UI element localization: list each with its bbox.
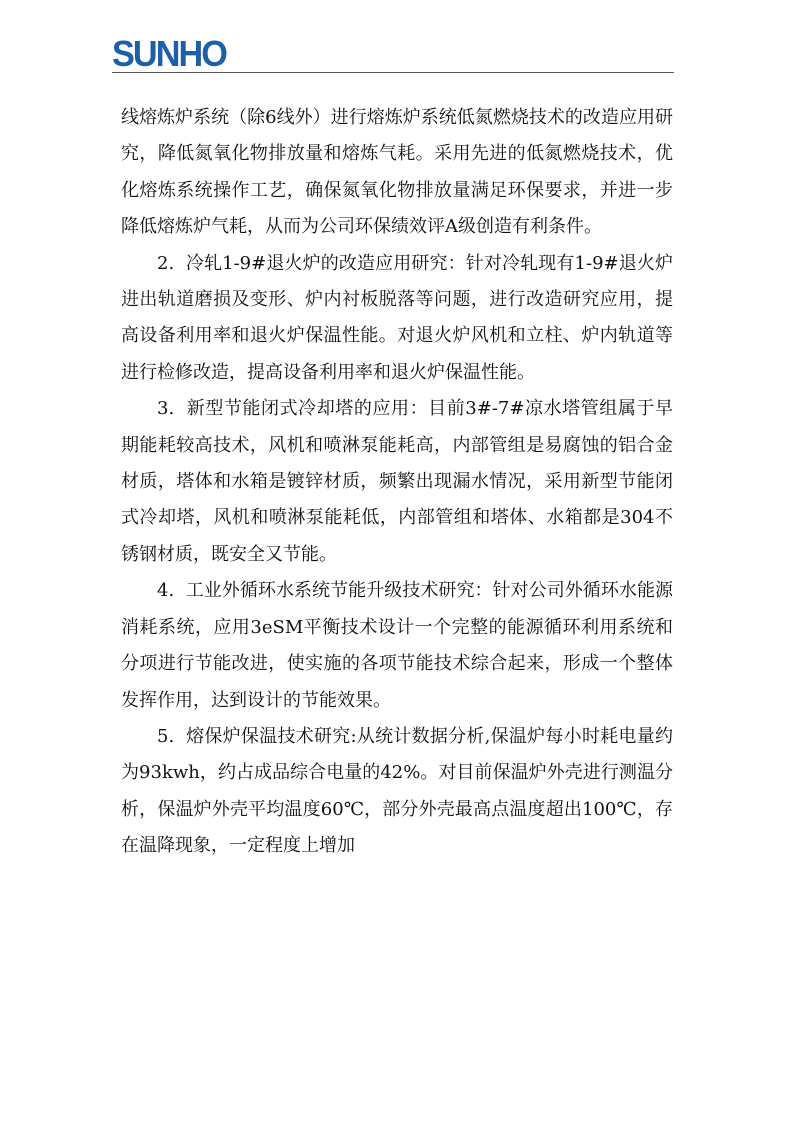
page-header <box>112 33 674 74</box>
paragraph-item-3: 3. 新型节能闭式冷却塔的应用：目前3#-7#凉水塔管组属于早期能耗较高技术，风机和喷淋泵能耗高，内部管组是易腐蚀的铝合金材质，塔体和水箱是镀锌材质，频繁出现漏水情况，采用新型节能闭式冷却塔，风机和喷淋泵能耗低，内部管组和塔体、水箱都是304不锈钢材质，既安全又节能。 <box>121 398 673 565</box>
paragraph-item-5: 5. 熔保炉保温技术研究:从统计数据分析,保温炉每小时耗电量约为93kwh，约占成品综合电量的42%。对目前保温炉外壳进行测温分析，保温炉外壳平均温度60℃，部分外壳最高点温度超出100℃，存在温降现象，一定程度上增加 <box>121 725 673 857</box>
header-divider <box>112 72 674 73</box>
paragraph-item-2: 2. 冷轧1-9#退火炉的改造应用研究：针对冷轧现有1-9#退火炉进出轨道磨损及变形、炉内衬板脱落等问题，进行改造研究应用，提高设备利用率和退火炉保温性能。对退火炉风机和立柱、炉内轨道等进行检修改造，提高设备利用率和退火炉保温性能。 <box>121 252 673 383</box>
paragraph-continuation: 线熔炼炉系统（除6线外）进行熔炼炉系统低氮燃烧技术的改造应用研究，降低氮氧化物排放量和熔炼气耗。采用先进的低氮燃烧技术，优化熔炼系统操作工艺，确保氮氧化物排放量满足环保要求，并进一步降低熔炼炉气耗，从而为公司环保绩效评A级创造有利条件。 <box>121 107 673 238</box>
body-text <box>121 100 673 865</box>
paragraph-item-4: 4. 工业外循环水系统节能升级技术研究：针对公司外循环水能源消耗系统，应用3eSM平衡技术设计一个完整的能源循环利用系统和分项进行节能改进，使实施的各项节能技术综合起来，形成一个整体发挥作用，达到设计的节能效果。 <box>121 580 673 711</box>
company-logo: SUNHO <box>112 33 227 74</box>
